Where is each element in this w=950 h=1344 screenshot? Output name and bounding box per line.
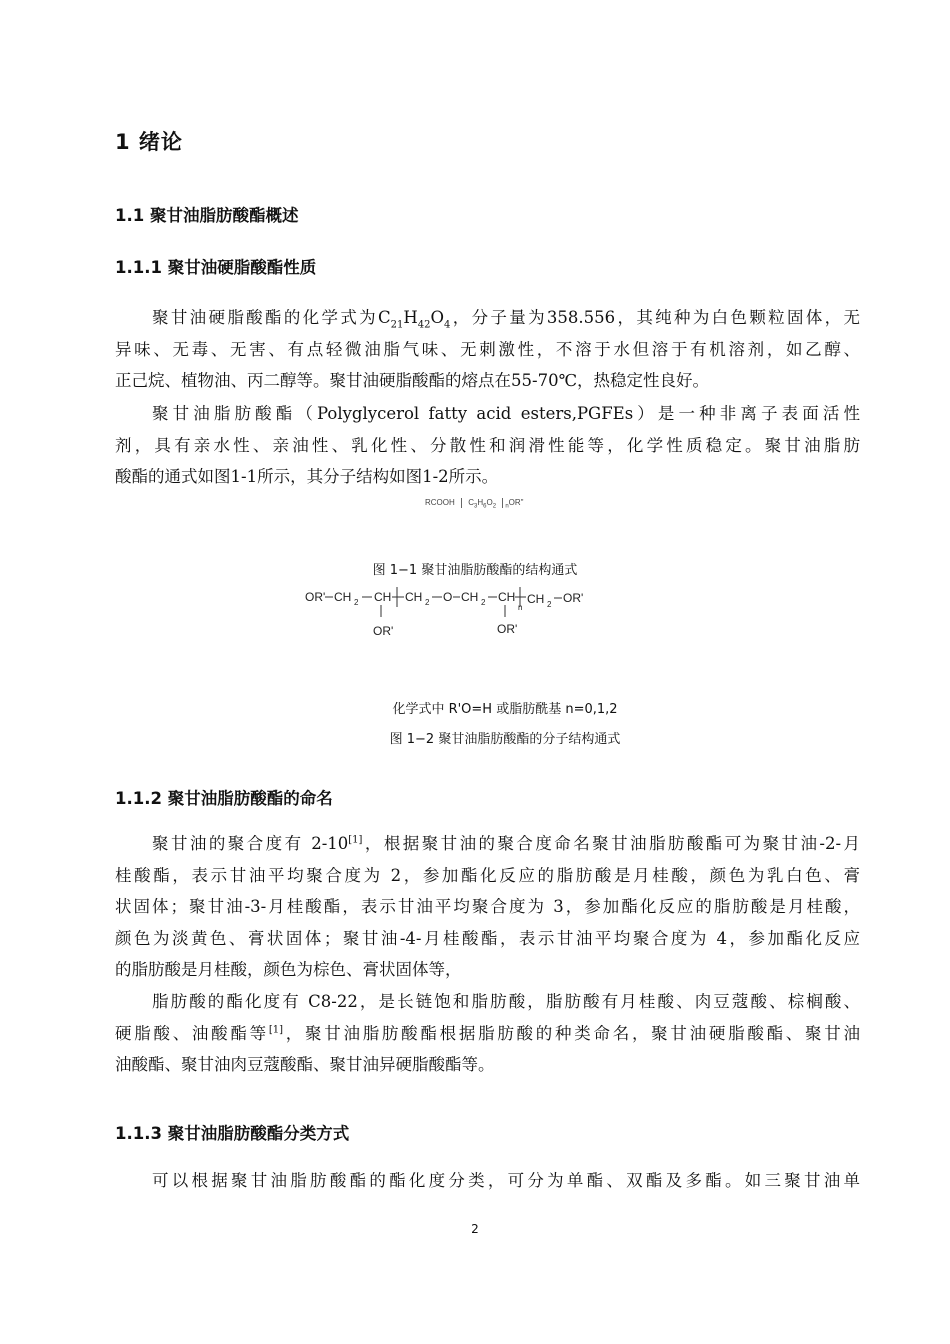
paragraph-line: 聚甘油硬脂酸酯的化学式为$C_{21}H_{42}O_4$，分子量为358.556，其纯种为白色颗粒固体，无 (152, 308, 861, 331)
paragraph-line: 的脂肪酸是月桂酸，颜色为棕色、膏状固体等， (115, 960, 462, 979)
oxygen-label: O (443, 590, 453, 604)
section-heading-1-1-1: 1.1.1 聚甘油硬脂酸酯性质 (115, 258, 317, 277)
paragraph-naming (115, 828, 860, 986)
section-heading-1-1: 1.1 聚甘油脂肪酸酯概述 (115, 206, 299, 225)
paragraph-line: 油酸酯、聚甘油肉豆蔻酸酯、聚甘油异硬脂酸酯等。 (115, 1055, 495, 1074)
paragraph-line: 剂，具有亲水性、亲油性、乳化性、分散性和润滑性能等，化学性质稳定。聚甘油脂肪 (115, 435, 860, 455)
ch2-label: CH (334, 590, 352, 604)
paragraph-line: 聚甘油脂肪酸酯（Polyglycerol fatty acid esters,PGFEs）是一种非离子表面活性 (152, 404, 860, 423)
paragraph-line: 异味、无毒、无害、有点轻微油脂气味、无刺激性，不溶于水但溶于有机溶剂，如乙醇、 (115, 339, 860, 359)
page-number: 2 (471, 1222, 479, 1236)
paragraph-line: 酸酯的通式如图1-1所示，其分子结构如图1-2所示。 (115, 467, 499, 486)
paragraph-esterification (115, 986, 860, 1081)
chapter-heading: 1 绪论 (115, 130, 183, 154)
general-formula: RCOOH $C_3H_6O_2$ $_n$OR" (425, 498, 524, 510)
ch-label: CH (374, 590, 392, 604)
subscript-label: 2 (354, 598, 359, 607)
paragraph-line: 状固体；聚甘油-3-月桂酸酯，表示甘油平均聚合度为 3，参加酯化反应的脂肪酸是月桂酸， (115, 897, 860, 916)
subscript-label: 2 (425, 598, 430, 607)
paragraph-line: 脂肪酸的酯化度有 C8-22，是长链饱和脂肪酸，脂肪酸有月桂酸、肉豆蔻酸、棕榈酸、 (152, 992, 860, 1011)
paragraph-line: 聚甘油的聚合度有 2-10[1]，根据聚甘油的聚合度命名聚甘油脂肪酸酯可为聚甘油-2-月 (152, 834, 860, 853)
paragraph-line: 硬脂酸、油酸酯等[1]，聚甘油脂肪酸酯根据脂肪酸的种类命名，聚甘油硬脂酸酯、聚甘油 (115, 1023, 861, 1043)
figure-note: 化学式中 R'O=H 或脂肪酰基 n=0,1,2 (392, 702, 618, 717)
ch2-label: CH (405, 590, 423, 604)
or-sub-label: OR' (373, 624, 394, 638)
paragraph-line: 颜色为淡黄色、膏状固体；聚甘油-4-月桂酸酯，表示甘油平均聚合度为 4，参加酯化反应 (115, 928, 860, 948)
or-right-label: OR' (563, 591, 584, 605)
ch-label: CH (498, 590, 516, 604)
paragraph-classification (115, 1165, 860, 1197)
section-heading-1-1-3: 1.1.3 聚甘油脂肪酸酯分类方式 (115, 1124, 350, 1143)
subscript-label: 2 (547, 600, 552, 609)
subscript-label: 2 (481, 598, 486, 607)
paragraph-line: 桂酸酯，表示甘油平均聚合度为 2，参加酯化反应的脂肪酸是月桂酸，颜色为乳白色、膏 (115, 865, 860, 885)
paragraph-properties (115, 302, 860, 397)
repeat-n-label: n (518, 603, 523, 612)
figure-caption-1-1: 图 1−1 聚甘油脂肪酸酯的结构通式 (372, 563, 578, 578)
molecular-structure-diagram (300, 583, 600, 643)
or-left-label: OR' (305, 590, 326, 604)
paragraph-line: 可以根据聚甘油脂肪酸酯的酯化度分类，可分为单酯、双酯及多酯。如三聚甘油单 (152, 1171, 860, 1190)
figure-caption-1-2: 图 1−2 聚甘油脂肪酸酯的分子结构通式 (389, 732, 621, 747)
or-sub-label: OR' (497, 622, 518, 636)
paragraph-line: 正己烷、植物油、丙二醇等。聚甘油硬脂酸酯的熔点在55-70℃，热稳定性良好。 (115, 371, 710, 390)
paragraph-pgfe-intro (115, 398, 860, 493)
section-heading-1-1-2: 1.1.2 聚甘油脂肪酸酯的命名 (115, 789, 333, 808)
ch2-label: CH (461, 590, 479, 604)
ch2-label: CH (527, 592, 545, 606)
